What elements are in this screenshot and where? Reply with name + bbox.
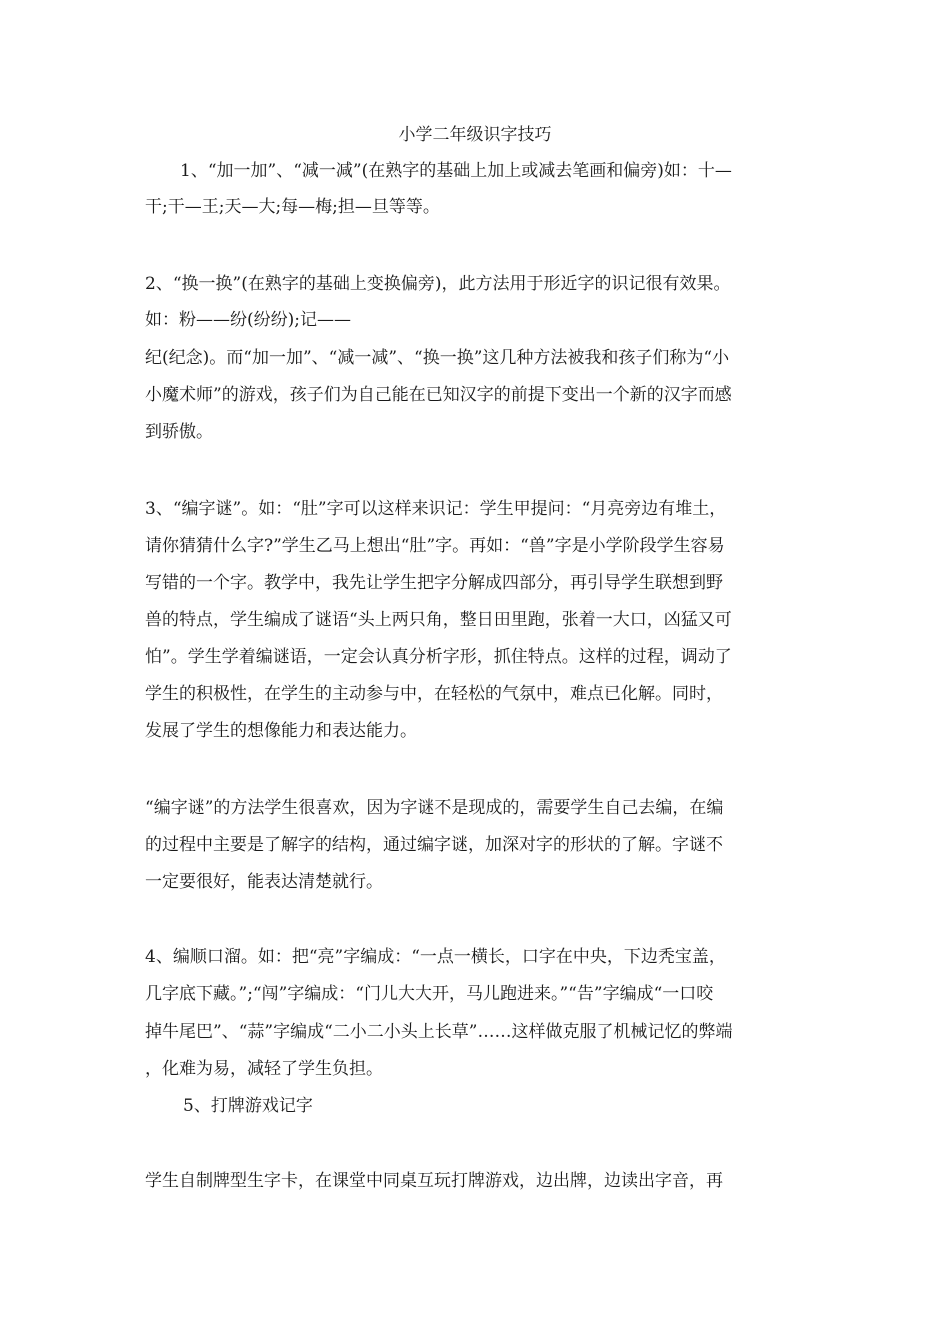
text-line: 写错的一个字。教学中，我先让学生把字分解成四部分，再引导学生联想到野 [145,573,723,593]
text-line: 3、“编字谜”。如：“肚”字可以这样来识记：学生甲提问：“月亮旁边有堆土， [145,499,727,519]
text-line: 发展了学生的想像能力和表达能力。 [145,721,417,741]
text-line: 兽的特点，学生编成了谜语“头上两只角，整日田里跑，张着一大口，凶猛又可 [145,610,732,630]
text-line: 2、“换一换”(在熟字的基础上变换偏旁)，此方法用于形近字的识记很有效果。 [145,274,731,294]
text-line: 请你猜猜什么字?”学生乙马上想出“肚”字。再如：“兽”字是小学阶段学生容易 [145,536,725,556]
text-line: 5、打牌游戏记字 [183,1096,313,1116]
text-line: 一定要很好，能表达清楚就行。 [145,872,383,892]
text-line: 1、“加一加”、“减一减”(在熟字的基础上加上或减去笔画和偏旁)如：十— [180,161,732,181]
text-line: 怕”。学生学着编谜语，一定会认真分析字形，抓住特点。这样的过程，调动了 [145,647,732,667]
text-line: 几字底下藏。”;“闯”字编成：“门儿大大开，马儿跑进来。”“告”字编成“一口咬 [145,984,714,1004]
text-line: 的过程中主要是了解字的结构，通过编字谜，加深对字的形状的了解。字谜不 [145,835,723,855]
text-line: 学生的积极性，在学生的主动参与中，在轻松的气氛中，难点已化解。同时， [145,684,723,704]
text-line: 小魔术师”的游戏，孩子们为自己能在已知汉字的前提下变出一个新的汉字而感 [145,385,732,405]
text-line: ，化难为易，减轻了学生负担。 [145,1059,383,1079]
text-line: 掉牛尾巴”、“蒜”字编成“二小二小头上长草”……这样做克服了机械记忆的弊端 [145,1022,733,1042]
text-line: 如：粉——纷(纷纷);记—— [145,310,351,330]
text-line: 学生自制牌型生字卡，在课堂中同桌互玩打牌游戏，边出牌，边读出字音，再 [145,1171,723,1191]
text-line: 干;干—王;天—大;每—梅;担—旦等等。 [145,197,440,217]
text-line: “编字谜”的方法学生很喜欢，因为字谜不是现成的，需要学生自己去编，在编 [145,798,724,818]
text-line: 4、编顺口溜。如：把“亮”字编成：“一点一横长，口字在中央，下边秃宝盖， [145,947,726,967]
text-line: 到骄傲。 [145,422,213,442]
text-line: 纪(纪念)。而“加一加”、“减一减”、“换一换”这几种方法被我和孩子们称为“小 [145,348,730,368]
page-title: 小学二年级识字技巧 [398,125,552,145]
